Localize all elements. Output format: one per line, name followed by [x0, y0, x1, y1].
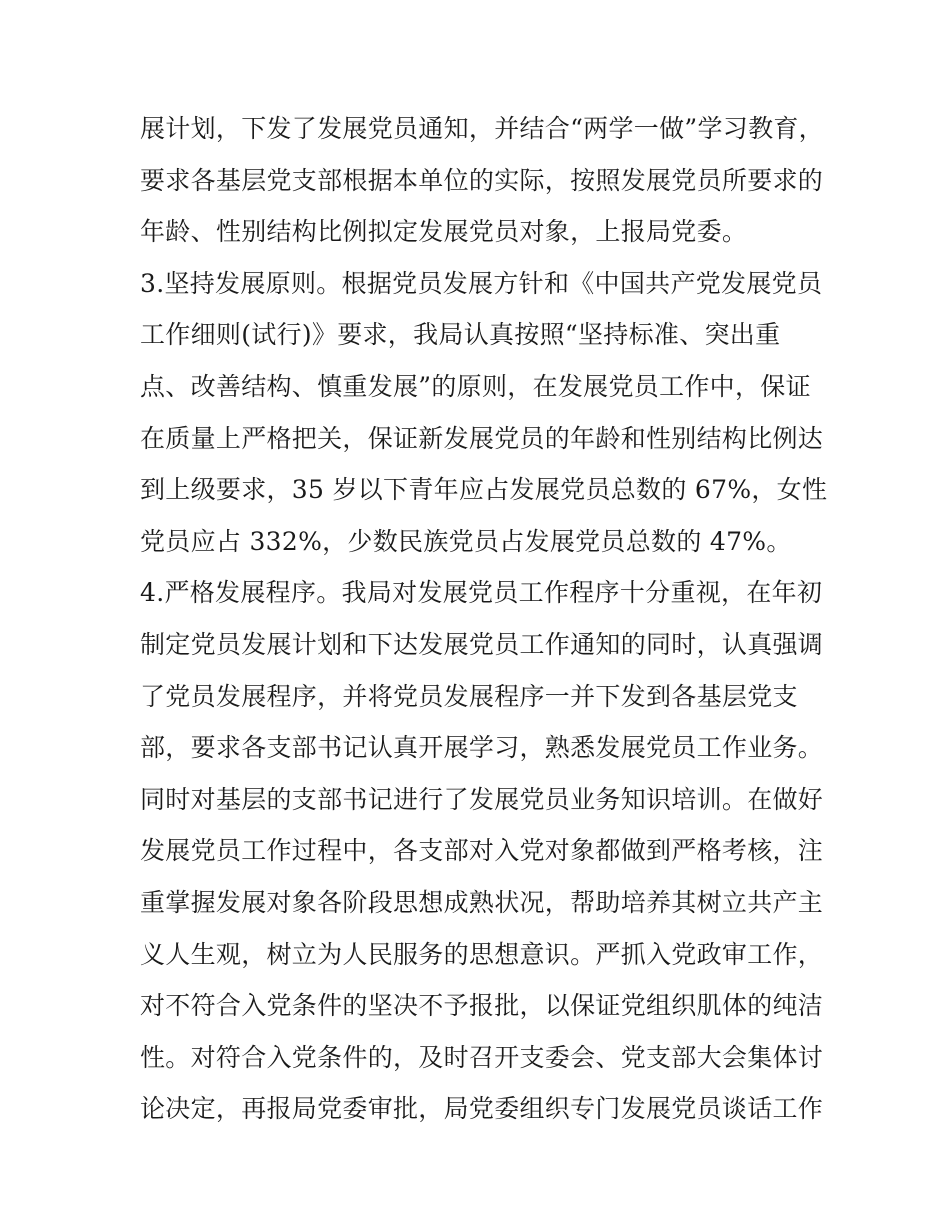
text-line: 要求各基层党支部根据本单位的实际，按照发展党员所要求的: [140, 165, 824, 195]
body-text: [140, 103, 828, 1135]
text-line: 4.严格发展程序。我局对发展党员工作程序十分重视，在年初: [140, 578, 823, 608]
text-line: 发展党员工作过程中，各支部对入党对象都做到严格考核，注: [140, 836, 824, 866]
text-line: 了党员发展程序，并将党员发展程序一并下发到各基层党支: [140, 681, 798, 711]
text-line: 在质量上严格把关，保证新发展党员的年龄和性别结构比例达: [140, 423, 824, 453]
text-line: 制定党员发展计划和下达发展党员工作通知的同时，认真强调: [140, 629, 824, 659]
text-line: 对不符合入党条件的坚决不予报批，以保证党组织肌体的纯洁: [140, 991, 824, 1021]
text-line: 到上级要求，35 岁以下青年应占发展党员总数的 67%，女性: [140, 475, 828, 505]
text-line: 党员应占 332%，少数民族党员占发展党员总数的 47%。: [140, 526, 792, 556]
text-line: 点、改善结构、慎重发展”的原则，在发展党员工作中，保证: [140, 371, 811, 401]
text-line: 重掌握发展对象各阶段思想成熟状况，帮助培养其树立共产主: [140, 887, 824, 917]
text-line: 同时对基层的支部书记进行了发展党员业务知识培训。在做好: [140, 784, 824, 814]
text-line: 义人生观，树立为人民服务的思想意识。严抓入党政审工作，: [140, 939, 824, 969]
text-line: 展计划，下发了发展党员通知，并结合“两学一做”学习教育，: [140, 114, 824, 143]
text-line: 论决定，再报局党委审批，局党委组织专门发展党员谈话工作: [140, 1094, 824, 1124]
text-line: 年龄、性别结构比例拟定发展党员对象，上报局党委。: [140, 217, 748, 247]
text-line: 部，要求各支部书记认真开展学习，熟悉发展党员工作业务。: [140, 733, 824, 763]
text-line: 3.坚持发展原则。根据党员发展方针和《中国共产党发展党员: [140, 268, 823, 298]
text-line: 工作细则(试行)》要求，我局认真按照“坚持标准、突出重: [140, 320, 781, 350]
text-line: 性。对符合入党条件的，及时召开支委会、党支部大会集体讨: [140, 1042, 824, 1072]
